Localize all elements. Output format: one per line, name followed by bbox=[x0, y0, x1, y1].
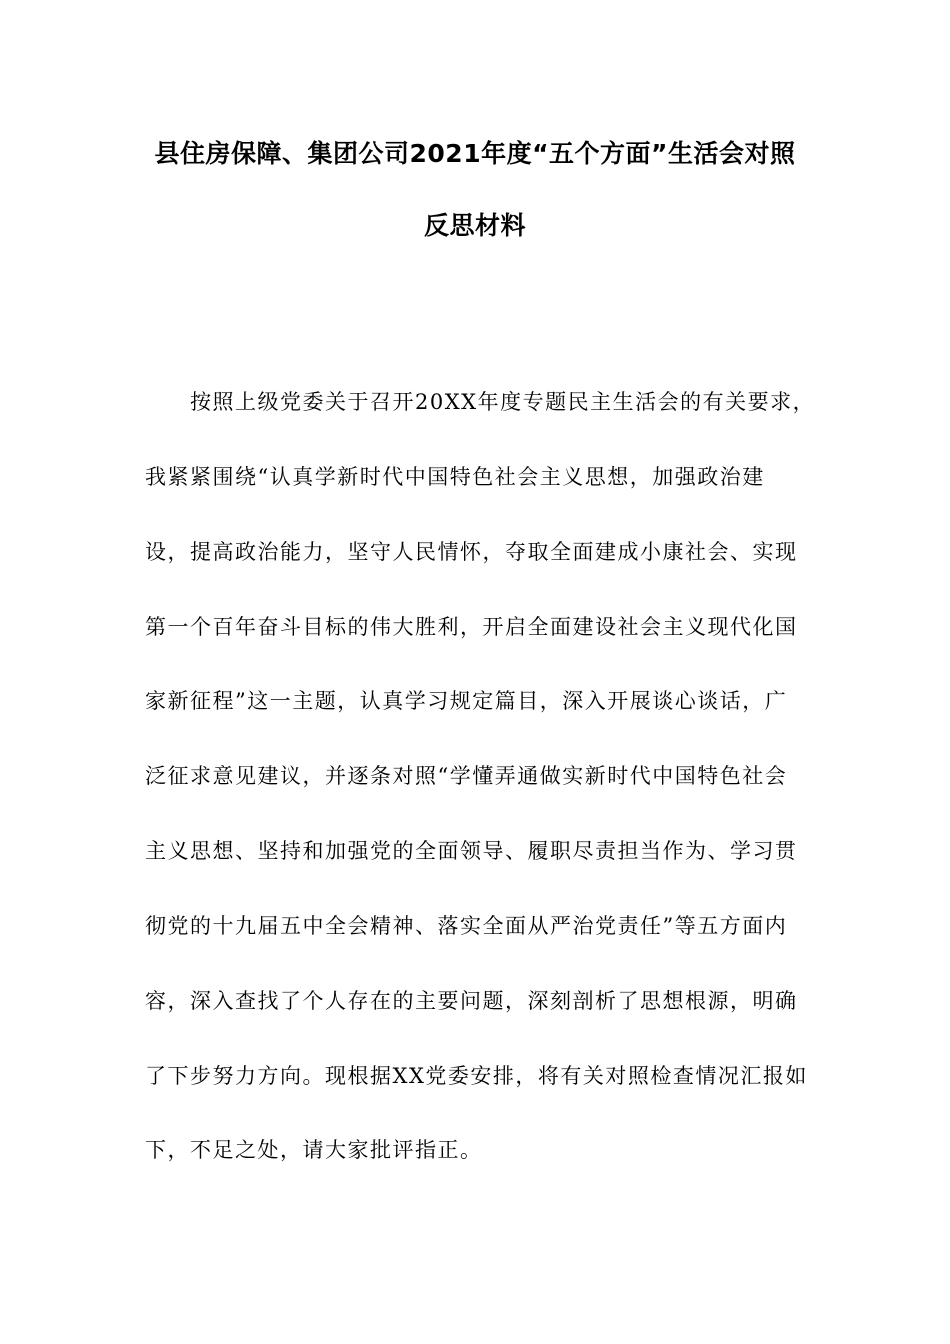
paragraph-line-1: 按照上级党委关于召开20XX年度专题民主生活会的有关要求， bbox=[190, 390, 816, 414]
paragraph-line-10: 了下步努力方向。现根据XX党委安排，将有关对照检查情况汇报如 bbox=[145, 1064, 808, 1088]
paragraph-line-5: 家新征程”这一主题，认真学习规定篇目，深入开展谈心谈话，广 bbox=[145, 689, 788, 713]
paragraph-line-9: 容，深入查找了个人存在的主要问题，深刻剖析了思想根源，明确 bbox=[145, 989, 798, 1013]
document-title-line-1: 县住房保障、集团公司2021年度“五个方面”生活会对照 bbox=[154, 139, 796, 168]
document-title-line-2: 反思材料 bbox=[423, 211, 526, 240]
paragraph-line-11: 下，不足之处，请大家批评指正。 bbox=[145, 1138, 483, 1162]
paragraph-line-4: 第一个百年奋斗目标的伟大胜利，开启全面建设社会主义现代化国 bbox=[145, 615, 798, 639]
paragraph-line-3: 设，提高政治能力，坚守人民情怀，夺取全面建成小康社会、实现 bbox=[145, 540, 798, 564]
paragraph-line-6: 泛征求意见建议，并逐条对照“学懂弄通做实新时代中国特色社会 bbox=[145, 764, 788, 788]
paragraph-line-8: 彻党的十九届五中全会精神、落实全面从严治党责任”等五方面内 bbox=[145, 914, 788, 938]
paragraph-line-2: 我紧紧围绕“认真学新时代中国特色社会主义思想，加强政治建 bbox=[145, 465, 765, 489]
paragraph-line-7: 主义思想、坚持和加强党的全面领导、履职尽责担当作为、学习贯 bbox=[145, 839, 798, 863]
